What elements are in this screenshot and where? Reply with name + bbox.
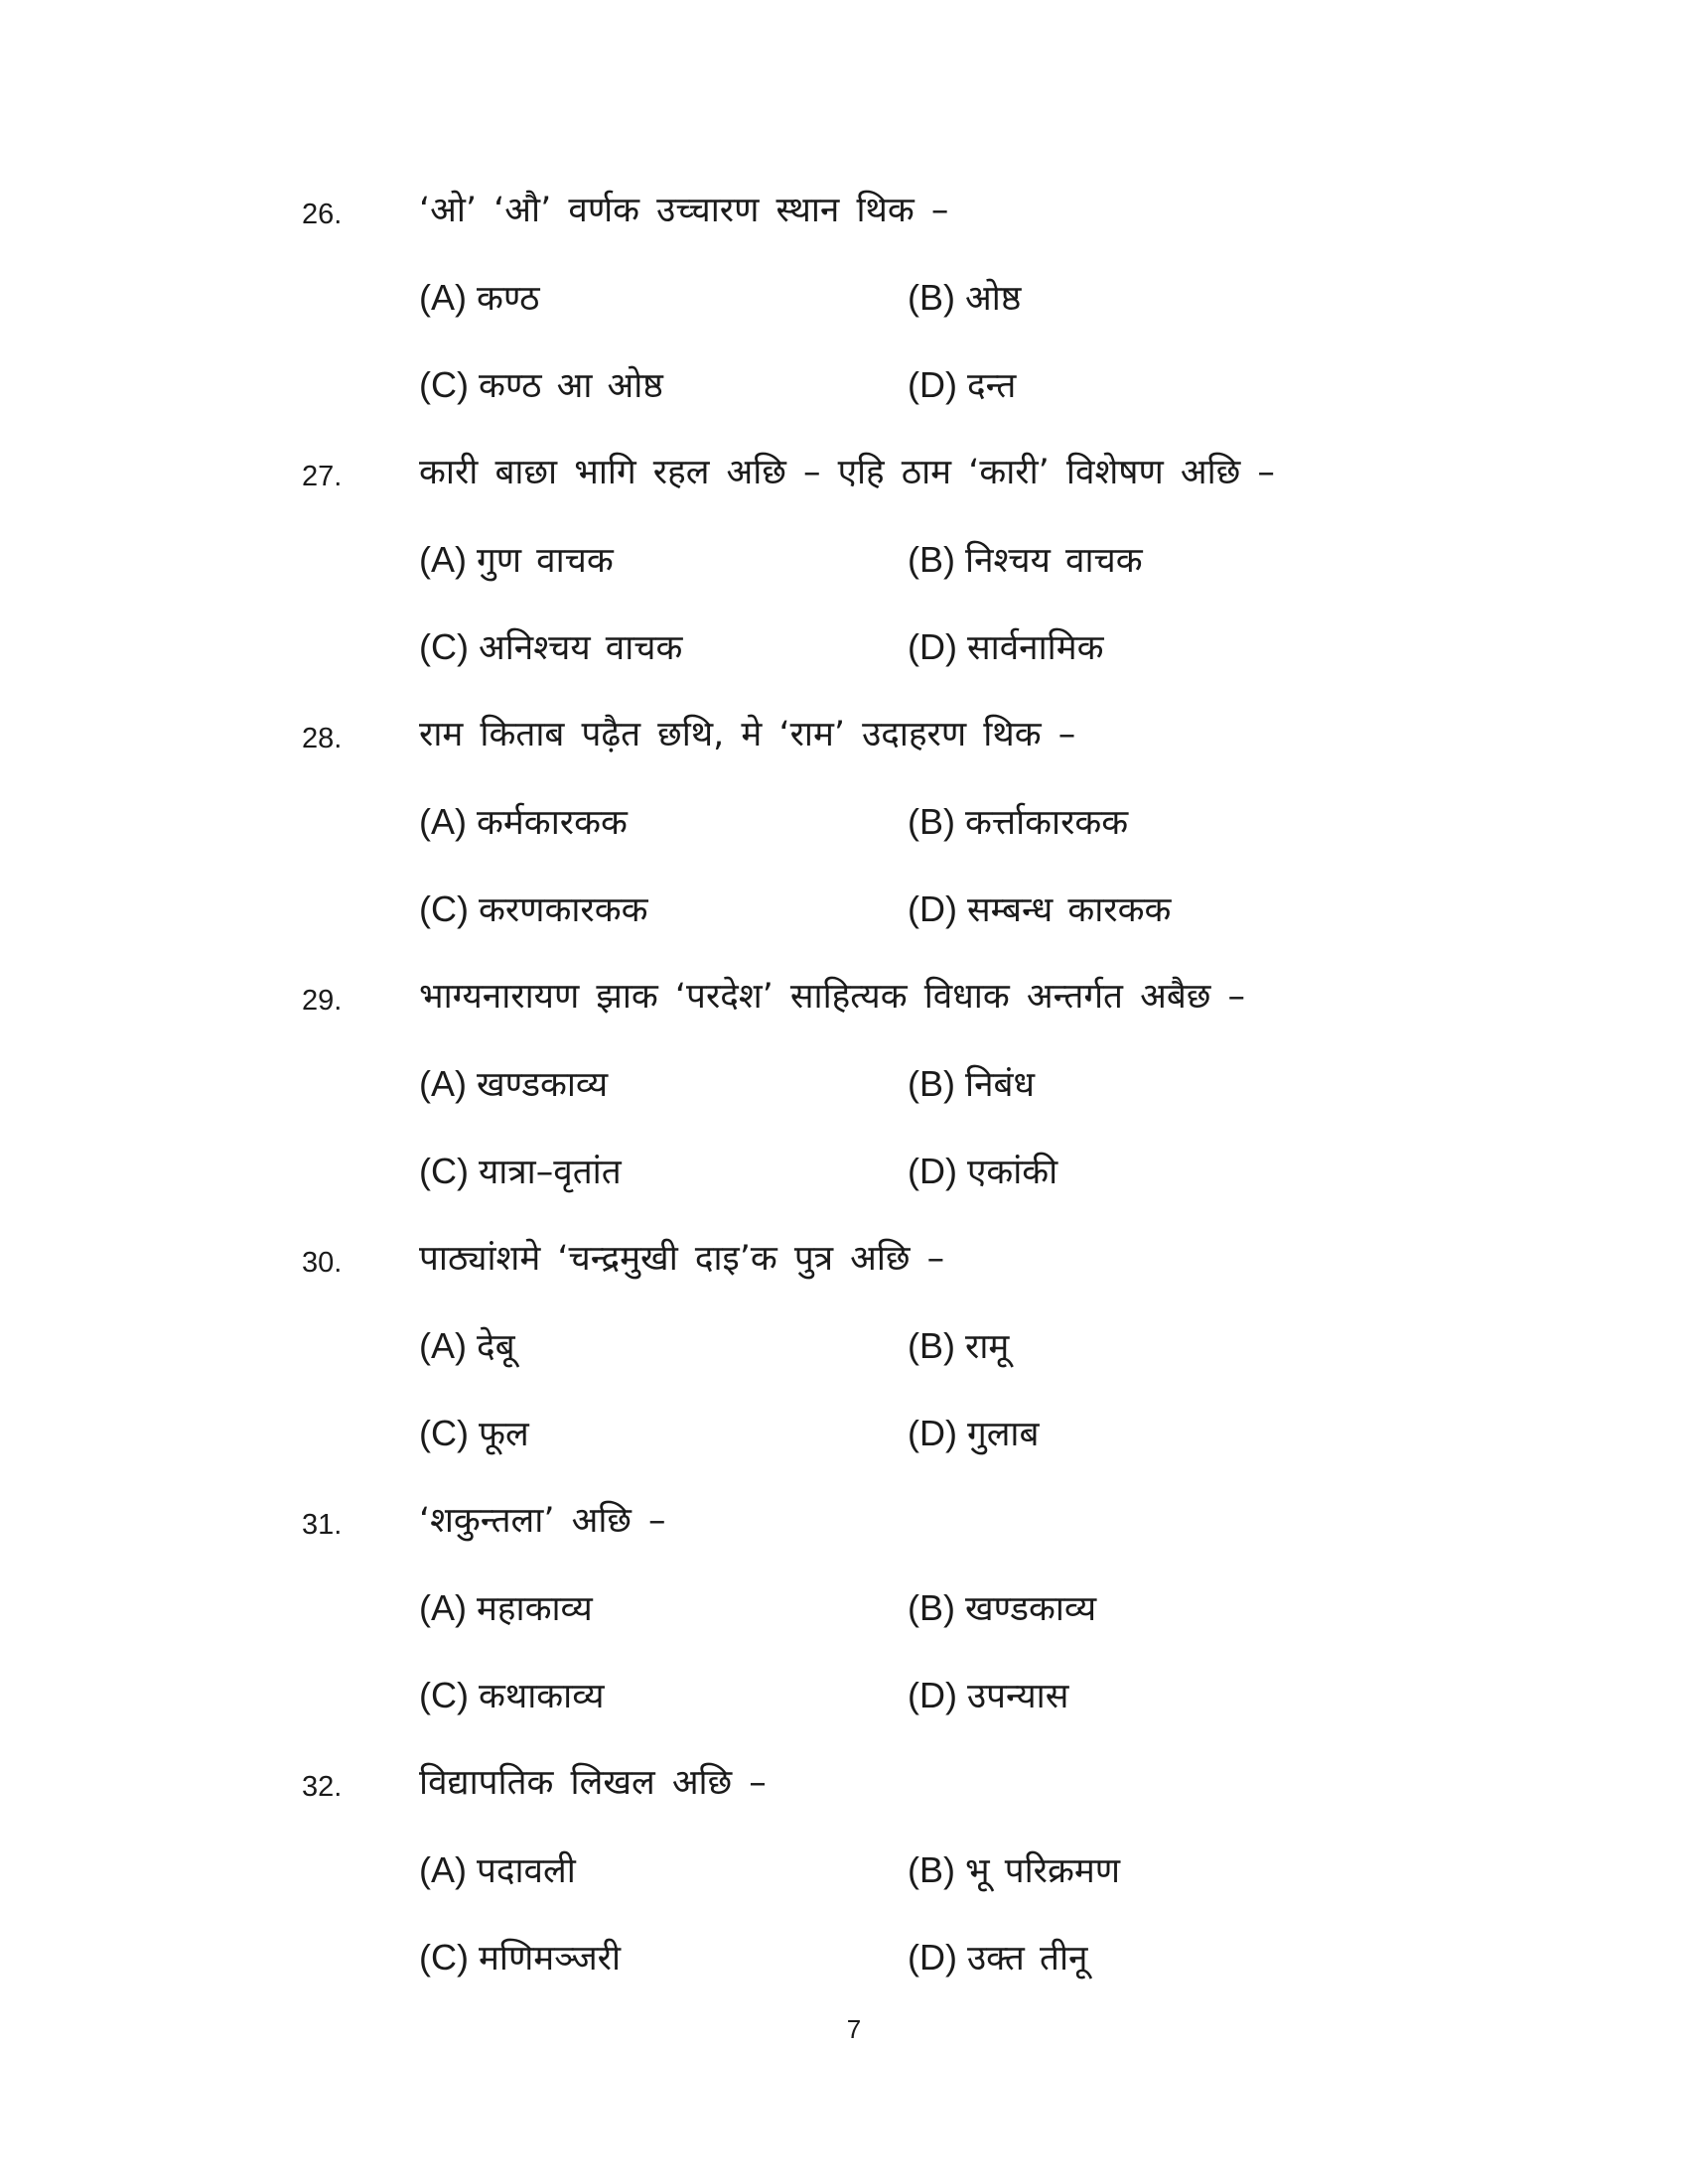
option-text: कण्ठ <box>477 279 540 319</box>
question-number: 32. <box>302 1771 343 1803</box>
option-letter: (B) <box>908 1325 955 1366</box>
option-text: गुलाब <box>966 1415 1040 1454</box>
option-b <box>908 272 1021 325</box>
option-c <box>419 1408 529 1460</box>
option-a <box>419 1582 593 1635</box>
option-c <box>419 621 682 674</box>
option-text: फूल <box>478 1415 529 1454</box>
question-text: कारी बाछा भागि रहल अछि – एहि ठाम ‘कारी’ विशेषण अछि – <box>419 453 1275 492</box>
question-29 <box>0 979 1688 1241</box>
option-letter: (D) <box>908 1151 957 1191</box>
option-text: कण्ठ आ ओष्ठ <box>478 366 663 406</box>
option-letter: (A) <box>419 1063 467 1104</box>
option-text: दन्त <box>966 366 1017 406</box>
option-d <box>908 1146 1057 1198</box>
option-text: खण्डकाव्य <box>477 1065 609 1105</box>
option-text: एकांकी <box>966 1153 1058 1192</box>
option-text: करणकारकक <box>478 890 648 930</box>
option-letter: (A) <box>419 801 467 842</box>
question-text: राम किताब पढ़ैत छथि, मे ‘राम’ उदाहरण थिक – <box>419 715 1076 754</box>
option-text: रामू <box>965 1327 1010 1367</box>
option-b <box>908 1582 1096 1635</box>
option-text: पदावली <box>477 1851 576 1891</box>
option-a <box>419 534 614 587</box>
option-letter: (A) <box>419 1325 467 1366</box>
question-text: भाग्यनारायण झाक ‘परदेश’ साहित्यक विधाक अन्तर्गत अबैछ – <box>419 977 1245 1017</box>
option-text: भू परिक्रमण <box>965 1851 1121 1891</box>
option-a <box>419 1058 608 1111</box>
option-text: सार्वनामिक <box>966 628 1104 668</box>
question-32 <box>0 1765 1688 2027</box>
option-text: ओष्ठ <box>965 279 1022 319</box>
question-text: ‘ओ’ ‘औ’ वर्णक उच्चारण स्थान थिक – <box>419 191 949 230</box>
question-number: 30. <box>302 1247 343 1279</box>
option-a <box>419 1320 515 1373</box>
option-c <box>419 359 663 412</box>
option-letter: (C) <box>419 1937 469 1978</box>
option-letter: (A) <box>419 277 467 318</box>
question-text: विद्यापतिक लिखल अछि – <box>419 1763 767 1803</box>
question-27 <box>0 455 1688 717</box>
option-letter: (C) <box>419 1151 469 1191</box>
option-text: खण्डकाव्य <box>965 1589 1097 1629</box>
option-d <box>908 1408 1039 1460</box>
option-letter: (A) <box>419 1587 467 1628</box>
option-b <box>908 1320 1009 1373</box>
option-letter: (B) <box>908 801 955 842</box>
option-text: उक्त तीनू <box>966 1939 1088 1979</box>
question-30 <box>0 1241 1688 1503</box>
question-31 <box>0 1503 1688 1765</box>
option-letter: (D) <box>908 364 957 405</box>
option-text: सम्बन्ध कारकक <box>966 890 1172 930</box>
option-letter: (A) <box>419 539 467 580</box>
option-text: निश्चय वाचक <box>965 541 1143 581</box>
option-text: यात्रा–वृतांत <box>478 1153 622 1192</box>
option-a <box>419 272 539 325</box>
option-letter: (D) <box>908 1413 957 1453</box>
option-c <box>419 1146 622 1198</box>
option-text: महाकाव्य <box>477 1589 593 1629</box>
option-letter: (D) <box>908 888 957 929</box>
question-number: 31. <box>302 1509 343 1541</box>
option-text: अनिश्चय वाचक <box>478 628 683 668</box>
option-letter: (B) <box>908 277 955 318</box>
option-letter: (B) <box>908 1849 955 1890</box>
option-text: देबू <box>477 1327 515 1367</box>
option-letter: (C) <box>419 626 469 667</box>
option-a <box>419 796 628 849</box>
option-text: गुण वाचक <box>477 541 614 581</box>
option-b <box>908 1058 1035 1111</box>
question-28 <box>0 717 1688 979</box>
option-letter: (D) <box>908 1937 957 1978</box>
option-letter: (D) <box>908 626 957 667</box>
option-letter: (A) <box>419 1849 467 1890</box>
question-number: 27. <box>302 461 343 492</box>
question-number: 29. <box>302 985 343 1017</box>
page-number: 7 <box>846 2014 862 2044</box>
option-d <box>908 621 1104 674</box>
option-text: कर्मकारकक <box>477 803 628 843</box>
question-26 <box>0 193 1688 455</box>
option-letter: (B) <box>908 1587 955 1628</box>
option-d <box>908 1670 1068 1722</box>
question-text: ‘शकुन्तला’ अछि – <box>419 1501 666 1541</box>
option-d <box>908 884 1171 936</box>
option-a <box>419 1844 576 1897</box>
question-number: 28. <box>302 723 343 754</box>
option-letter: (D) <box>908 1675 957 1715</box>
option-b <box>908 534 1143 587</box>
option-text: कर्त्ताकारकक <box>965 803 1129 843</box>
option-c <box>419 884 648 936</box>
option-b <box>908 796 1128 849</box>
option-text: उपन्यास <box>966 1677 1069 1716</box>
option-d <box>908 1932 1087 1984</box>
option-c <box>419 1670 605 1722</box>
question-number: 26. <box>302 199 343 230</box>
option-letter: (C) <box>419 364 469 405</box>
option-d <box>908 359 1016 412</box>
option-letter: (C) <box>419 1675 469 1715</box>
option-text: कथाकाव्य <box>478 1677 605 1716</box>
option-text: निबंध <box>965 1065 1036 1105</box>
option-b <box>908 1844 1120 1897</box>
question-text: पाठ्यांशमे ‘चन्द्रमुखी दाइ’क पुत्र अछि – <box>419 1239 945 1279</box>
option-text: मणिमञ्जरी <box>478 1939 622 1979</box>
option-letter: (C) <box>419 1413 469 1453</box>
option-letter: (C) <box>419 888 469 929</box>
option-letter: (B) <box>908 1063 955 1104</box>
option-letter: (B) <box>908 539 955 580</box>
option-c <box>419 1932 621 1984</box>
